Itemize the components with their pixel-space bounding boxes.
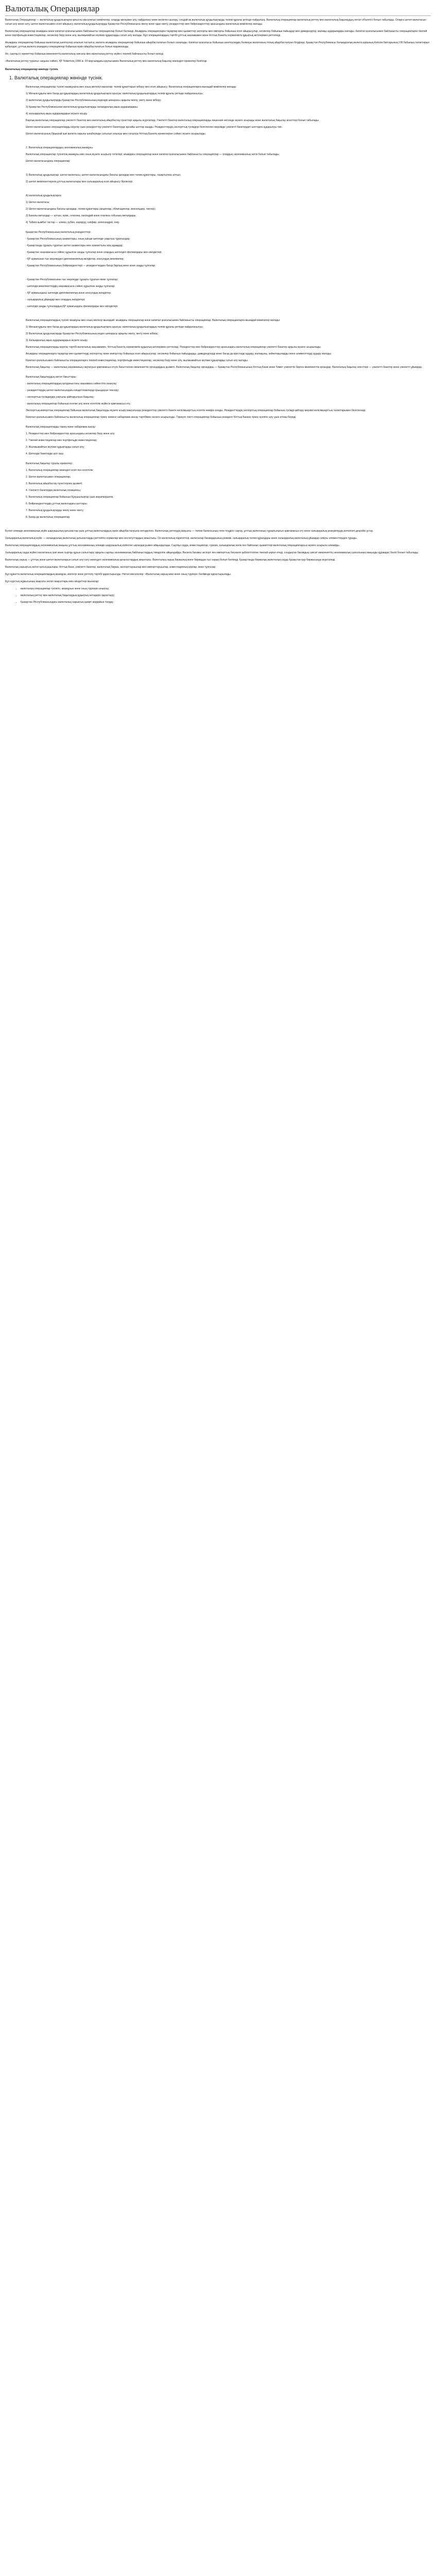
body-b-paragraph: Валюталық бақылаудың негізгі бағыттары: (26, 376, 77, 379)
residents-heading: Қазақстан Республикасының валюталық резиденттері: (26, 231, 91, 234)
residents-item: - Қазақстанда тұрақты тұратын шетел азаматтары мен азаматтығы жоқ адамдар; (26, 244, 123, 247)
closing-paragraph: Бүгінгі әлемдік экономикалық жүйе шаруашылық қатынастар үшін ұлттық валюталардың еркін айырбасталуына негізделген. Валюталық реттеудің мақсаты — төлем балансының тепе-теңдігін сақтау, ұлттық валютаның тұрақтылығын қамтамасыз ету және халықаралық резервтердің жеткілікті деңгейін ұстау. (5, 530, 374, 533)
related-paragraph: Ал, сыртқы іс-әрекеттер бойынша мемлекеттің валюталық саясаты мен валюталық реттеу жүйесі тікелей байланысты болып келеді. (5, 53, 164, 56)
types-item: 2) Шетел валютасындағы бағалы қағаздар, төлем құжаттары (акциялар, облигациялар, вексельдер, чектер); (26, 208, 156, 211)
body-paragraph: Валюталық бақылау — валюталық заңнаманың сақталуын қамтамасыз етуге бағытталған мемлекеттік органдардың қызметі. Валюталық бақылау органдары — Қазақстан Республикасының Ұлттық Банкі және Үкімет уәкілеттік берген мемлекеттік органдар. Валюталық бақылау агенттері — уәкілетті банктер және уәкілетті ұйымдар. (26, 366, 423, 369)
block3-paragraph: 1) Валюталық құндылықтар: шетел валютасы, шетел валютасындағы бағалы қағаздар мен төлем құжаттары, тазартылған алтын; (26, 174, 181, 177)
residents-item: - Қазақстан заңнамасына сәйкес құрылған заңды тұлғалар және олардың шетелдегі филиалдары мен өкілдіктері; (26, 251, 162, 254)
body-paragraph: Валюталық операцияларды жүргізу тәртібі валюталық заңнамамен, Ұлттық Банктің нормативтік құқықтық актілерімен реттеледі. Резиденттер мен бейрезиденттер арасындағы валюталық операциялар уәкілетті банктер арқылы жүзеге асырылады. (26, 346, 321, 349)
section-heading: Валюталық операциялар жөнінде түсінік. (5, 68, 59, 71)
residents-item: - Қазақстан Республикасының бейрезиденттері — резиденттерден басқа барлық жеке және заңды тұлғалар. (26, 264, 156, 267)
nonresidents-item: - шетелдік заңды тұлғалардың ҚР аумағындағы филиалдары мен өкілдіктері. (26, 305, 118, 308)
list2-item: 1. Резиденттер мен бейрезиденттер арасындағы несиелер беру және алу; (26, 432, 115, 435)
nonresidents-item: - халықаралық ұйымдар мен олардың өкілдіктері; (26, 298, 85, 301)
block1-paragraph: Шетел валютасымен операцияларды жүргізу үшін резиденттер уәкілетті банктерде арнайы шоттар ашады. Резиденттердің экспорттық түсімдері белгіленген мерзімде уәкілетті банктердегі шоттарға аударылуы тиіс. (26, 126, 283, 129)
list3-item: 6. Бейрезиденттердің ұлттық валютадағы шоттары; (26, 502, 88, 505)
closing-paragraph: Халықаралық сауда жүйесі валютаның ішкі және сыртқы құнын салыстыру арқылы сыртқы экономикалық байланыстардың тиімділігін айқындайды. Валюта бағамы экспорт пен импорттың бәсекеге қабілеттілігіне тікелей ықпал етеді, сондықтан бағамдық саясат мемлекеттің экономикалық саясатының маңызды құрамдас бөлігі болып табылады. (5, 551, 419, 554)
list3-item: 4. Уәкілетті банктердің валюталық позициясы; (26, 489, 81, 492)
nonresidents-item: - шетелдік мемлекеттердің заңнамасына сәйкес құрылған заңды тұлғалар; (26, 285, 115, 288)
body-paragraph: Капитал қозғалысымен байланысты операцияларға тікелей инвестициялар, портфельдік инвестициялар, несиелер беру және алу, жылжымайтын мүлікке құқықтарды сатып алу жатады. (26, 359, 249, 362)
residents-item: - Қазақстан Республикасының азаматтары, оның ішінде шетелде уақытша тұратындар; (26, 238, 130, 241)
block1-paragraph: Шетел валютасының бірыңғай ішкі валюта нарығы шеңберінде сатылып алынуы мен сатылуы Ұлттық Банктің ережелеріне сәйкес жүзеге асырылады. (26, 132, 206, 135)
residents-item: - ҚР аумағынан тыс жерлердегі дипломатиялық өкілдіктер, консулдық мекемелер; (26, 258, 124, 261)
body-paragraph: Ағымдағы операцияларға тауарлар мен қызметтерді экспорттау және импорттау бойынша есеп айырысулар, несиелер бойынша пайыздарды, дивидендтерді және басқа да кірістерді аудару, жалақыны, зейнетақыларды және алименттерді аудару жатады. (26, 352, 332, 355)
nonresidents-item: - ҚР аумағындағы шетелдік дипломатиялық және консулдық өкілдіктер; (26, 292, 112, 295)
list3-item: 7. Валюталық құндылықтарды әкелу және әкету; (26, 509, 84, 512)
toc-item[interactable]: 1. Валюталық операциялар жөнінде түсінік. (14, 75, 431, 81)
body-b-paragraph: Капитал қозғалысымен байланысты валюталық операциялар тіркеу немесе хабарлама жасау тәртібімен жүзеге асырылады. Тіркеуге тиісті операциялар бойынша резидент Ұлттық Банкке тіркеу куәлігін алу үшін өтініш береді. (26, 416, 297, 419)
types-item: 1) Шетел валютасы; (26, 201, 50, 204)
closing-paragraph: Валюталық нарықтың негізгі қатысушылары: Ұлттық Банк, уәкілетті банктер, валюталық биржа, экспорттаушылар мен импорттаушылар, инвестициялық қорлар, жеке тұлғалар. (5, 566, 216, 569)
task-item: • Қазақстан Республикасындағы валюталық нарықтың қазіргі жағдайын талдау. (21, 600, 431, 604)
closing-paragraph: Валюталық операциялардың экономикалық маңызы ұлттық экономиканың әлемдік шаруашылық жүйесіне ықпалдасуымен айқындалады. Сыртқы сауда, инвестициялар, туризм, халықаралық көлік пен байланыс қызметтері валюталық операцияларсыз жүзеге асырыла алмайды. (5, 544, 340, 547)
list2-item: 2. Тікелей инвестициялар мен портфельдік инвестициялар; (26, 439, 97, 442)
article-page (0, 0, 436, 613)
intro-paragraph-1: Валюталық Операциялар — валюталық құндылықтарға қатысты жасалатын мәмілелер, оларды меншікке алу, пайдалану және иеліктен шығару, сондай-ақ валюталық құндылықтарды төлем құралы ретінде пайдалану. Валюталық операциялар валюталық реттеу мен валюталық бақылаудың негізгі объектісі болып табылады. Оларға шетел валютасын сатып алу және сату, шетел валютасымен есеп айырысу, валюталық құндылықтарды Қазақстан Республикасына әкелу және одан әкету, резиденттер мен бейрезиденттер арасындағы валюталық мәмілелер жатады. (5, 19, 426, 26)
list2-item: 3. Жылжымайтын мүлікке құқықтарды сатып алу; (26, 446, 85, 449)
body-paragraph: 3) Халықаралық ақша аударымдарын жүзеге асыру. (26, 339, 88, 342)
block1-paragraph: 4) халықаралық ақша аударымдарын жүзеге асыру. (26, 112, 88, 115)
body-b-paragraph: Экспорттық-импорттық операциялар бойынша валюталық бақылауды жүзеге асыру мақсатында резиденттер уәкілетті банкте келісімшарттың есептік нөмірін алады. Резиденттердің экспорттық операциялар бойынша түсімді қайтару мерзімі келісімшарттың талаптарымен белгіленеді. (26, 409, 366, 412)
block1-paragraph: 1) Меншік құқығы мен басқа да құқықтардың валюталық құндылықтарға ауысуы; валюталық құндылықтардың төлем құралы ретінде пайдаланылуы; (26, 92, 203, 95)
list3-heading: Валюталық бақылау туралы ережелер: (26, 462, 73, 465)
block1-paragraph: 3) Қазақстан Республикасынан валюталық құндылықтарды халықаралық ақша аударымдары; (26, 106, 138, 109)
list2-item: 4. Шетелдік банктерде шот ашу. (26, 452, 64, 455)
types-item: 3) Бағалы металдар — алтын, күміс, платина, палладий және платина тобының металдары; (26, 214, 136, 217)
block2-paragraph: Шетел валютасындағы операциялар: (26, 160, 71, 163)
tasks-list (5, 587, 431, 604)
intro-paragraph-3: Ағымдағы операциялар бойынша валюталық шектеулер алынып тасталса, валюта ағымдағы операциялар бойынша айырбасталатын болып саналады. Капитал қозғалысы бойынша шектеулердің болмауы валютаның толық айырбасталуын білдіреді. Қазақстан Республикасы Халықаралық валюта қорының Келісім баптарының VIII бабының талаптарын қабылдап, ұлттық валюта ағымдағы операциялар бойынша еркін айырбасталатын болып жарияланды. (5, 41, 430, 48)
body-b-paragraph: - валюталық операциялардың қолданыстағы заңнамаға сәйкестігін анықтау; (26, 382, 117, 385)
task-item: • валюталық реттеу мен валюталық бақылаудың құқықтық негіздерін қарастыру; (21, 594, 431, 598)
list3-item: 1. Валюталық операциялар жөніндегі есеп пен есептілік; (26, 469, 94, 472)
closing-paragraph: Халықаралық валюталық жүйе — халықаралық валюталық қатынастарды реттейтін нормалар мен институттардың жиынтығы. Ол валюталық паритеттер, валюталар бағамдарының режимі, халықаралық төлем құралдары және халықаралық валюталық ұйымдар сияқты элементтерден тұрады. (5, 537, 358, 540)
body-paragraph: 2) Валюталық құндылықтарды Қазақстан Республикасының кеден шекарасы арқылы әкелу, әкету және жіберу; (26, 332, 159, 335)
body-paragraph: 1) Меншік құқығы мен басқа да құқықтардың валюталық құндылықтарға ауысуы; валюталық құндылықтардың төлем құралы ретінде пайдаланылуы; (26, 326, 203, 329)
block1-paragraph: Барлық валюталық операциялар уәкілетті банктер мен валюталық айырбастау пункттері арқылы жүргізіледі. Уәкілетті банктер валюталық операцияларды лицензия негізінде жүзеге асырады және валюталық бақылау агенттері болып табылады. (26, 119, 320, 122)
body-paragraph: Валюталық операциялардың түсінігі мазмұны мен оның жіктелуі мынадай: ағымдағы операциялар және капитал қозғалысымен байланысты операциялар. Валюталық операцияларға мынадай мәмілелер жатады: (26, 319, 281, 322)
list3-item: 3. Валюталық айырбастау пункттерінің қызметі; (26, 482, 83, 485)
intro-paragraph-2: Валюталық операциялар ағымдағы және капитал қозғалысымен байланысты операциялар болып бөлінеді. Ағымдағы операцияларға тауарлар мен қызметтер экспорты мен импорты бойынша есеп айырысулар, несиелер бойынша пайыздар мен дивидендтер, жалақы аударымдары жатады. Капитал қозғалысымен байланысты операцияларға тікелей және портфельдік инвестициялар, несиелер беру және алу, жылжымайтын мүлікке құқықтарды сатып алу жатады. Бұл операциялардың тәртібі ұлттық заңнамамен және Ұлттық Банктің нормативтік құқықтық актілерімен реттеледі. (5, 30, 427, 37)
body-b-paragraph: - резиденттердің шетел валютасындағы міндеттемелерді орындауын тексеру; (26, 389, 119, 392)
block2-paragraph: Валюталық операциялар түсінігінің мазмұны мен оның жүзеге асырылу тетіктері: ағымдағы операциялар және капитал қозғалысымен байланысты операциялар — олардың экономикалық негізі болып табылады. (26, 153, 280, 156)
block2-heading: 2. Валюталық операциялардың экономикалық мазмұны. (26, 146, 94, 149)
table-of-contents (5, 75, 431, 81)
block1-paragraph: Валюталық операциялар түсінігі мазмұнына мен оның жіктелуі мыналар: төлем құжаттарын жіберу мен есеп айырысу; Валюталық операцияларға мынадай мәмілелер жатады: (26, 86, 237, 89)
nonresidents-item: - Қазақстан Республикасынан тыс жерлерде тұрақты тұратын жеке тұлғалар; (26, 278, 118, 281)
task-item: • валюталық операциялар түсінігін, мазмұнын және оның түрлерін анықтау; (21, 587, 431, 591)
closing-paragraph: Бұл құжатта валюталық операциялардың мазмұны, жіктелуі және реттелу тәртібі қарастырылды. Негізгі мәселелер: «Валюталық нарық жөні және оның түрлері» бөлімінде қарастырылады. (5, 573, 232, 576)
types-heading: А) валюталық құндылықтарға: (26, 194, 62, 197)
list3-item: 5. Валюталық операциялар бойынша бұзушылықтар үшін жауапкершілік; (26, 496, 114, 499)
list2-heading: Валюталық операцияларды тіркеу және хабарлама жасау: (26, 426, 96, 429)
closing-paragraph: Валюталық нарық — ұлттық және шетел валюталарын сатып алу-сату жөніндегі экономикалық қатынастардың жиынтығы. Валюталық нарық биржалық және биржадан тыс нарық болып бөлінеді. Қазақстанда биржалық валюталық сауда Қазақстан қор биржасында жүргізіледі. (5, 558, 336, 562)
legal-note: «Валюталық реттеу туралы» заңына сәйкес, ҚР Үкіметінің 1996 ж. 24 маусымдағы қаулысымен Валюталық реттеу мен валюталық бақылау жөніндегі ережелер бекітілді. (5, 60, 207, 63)
tasks-heading: Бұл курстың жұмысының мақсаты негізгі мақсаттары мен міндеттері мыналар: (5, 580, 99, 583)
types-item: 4) Табиғи қымбат тастар — алмаз, рубин, изумруд, сапфир, александрит, інжу. (26, 221, 120, 224)
list3-item: 2. Шетел валютасымен операциялар; (26, 476, 71, 479)
list3-item: 8. Басқа да валюталық операциялар. (26, 516, 71, 519)
body-b-paragraph: - валюталық операциялар бойынша есепке алу және есептілік жүйесін қамтамасыз ету. (26, 402, 131, 405)
block3-paragraph: 2) шетел мемлекеттерінің ұлттық валюталары мен халықаралық есеп айырысу бірліктері. (26, 180, 133, 183)
content-block-1 (5, 85, 431, 519)
page-title: Валюталық Операциялар (5, 3, 431, 16)
body-b-paragraph: - экспорттық түсімдердің уақтылы қайтарылуын бақылау; (26, 396, 94, 399)
block1-paragraph: 2) валюталық құндылықтарды Қазақстан Республикасының кедендік шекарасы арқылы әкелу, әкету және жіберу; (26, 99, 162, 102)
